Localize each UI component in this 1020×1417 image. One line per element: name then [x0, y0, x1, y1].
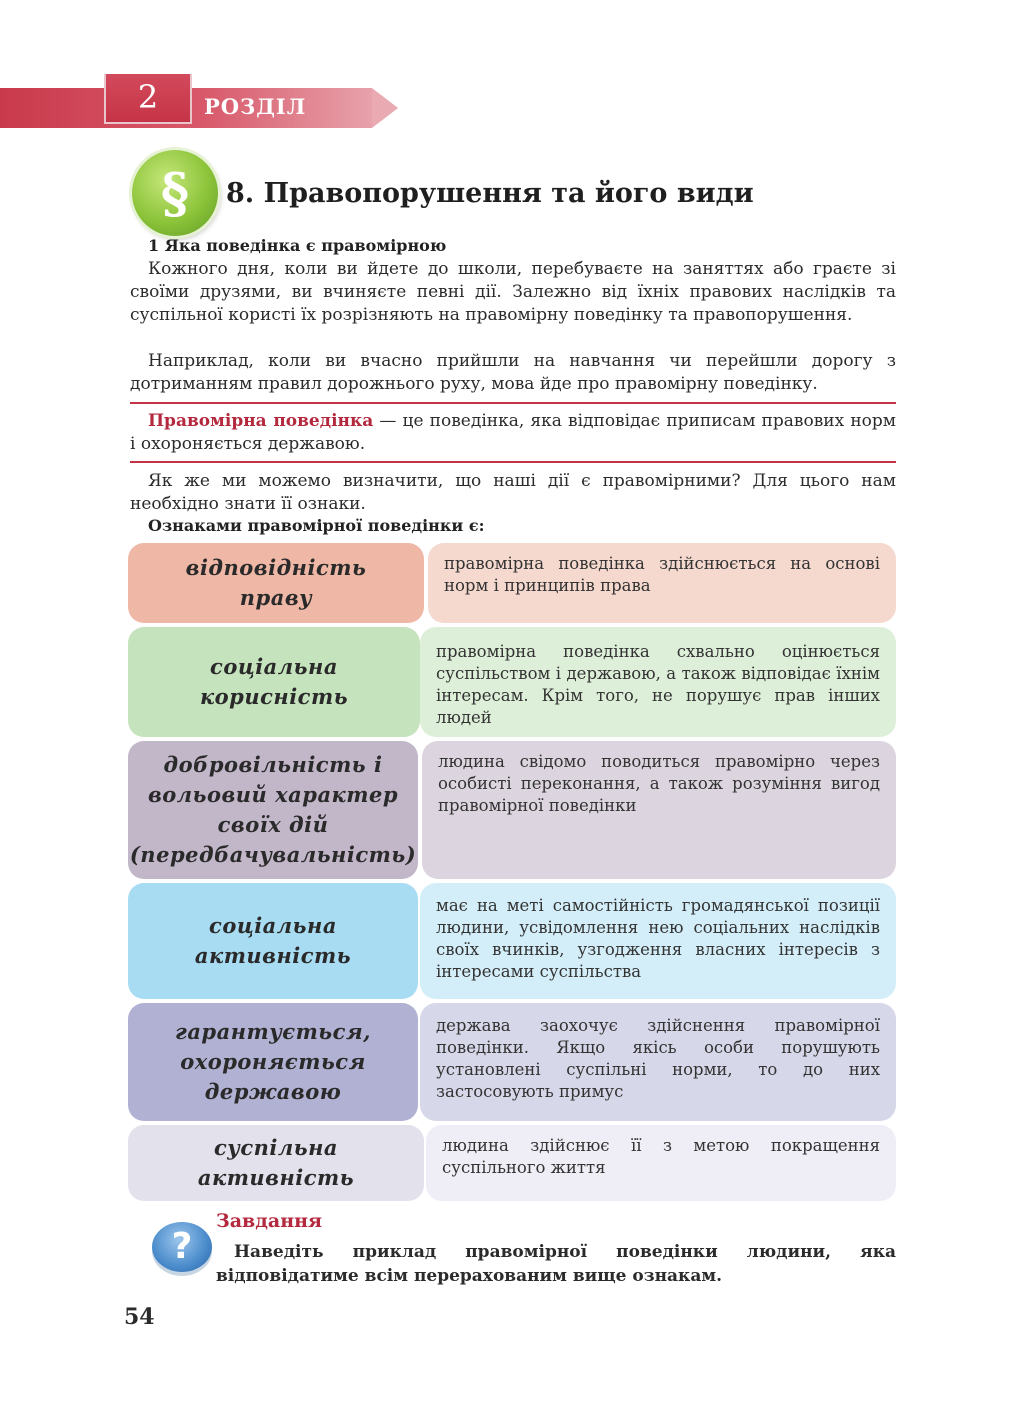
- feature-row: [128, 1125, 896, 1201]
- banner-arrow-icon: [372, 88, 398, 128]
- paragraph-1: Кожного дня, коли ви йдете до школи, перебуваєте на заняттях або граєте зі своїми друзями, ви вчиняєте певні дії. Залежно від їхніх правових наслідків та суспільної користі їх розрізняють на правомірну поведінку та правопорушення.: [130, 259, 896, 325]
- feature-description: правомірна поведінка схвально оцінюється суспільством і державою, а також відповідає їхнім інтересам. Крім того, не порушує прав інших людей: [420, 627, 896, 737]
- definition-block: [130, 410, 896, 456]
- feature-label: соціальна активність: [128, 883, 418, 999]
- section-title: 8. Правопорушення та його види: [226, 178, 754, 209]
- task-text: Наведіть приклад правомірної поведінки людини, яка відповідатиме всім перерахованим вище ознакам.: [216, 1242, 896, 1286]
- chapter-banner: [0, 74, 398, 130]
- feature-row: [128, 627, 896, 737]
- question-paragraph: Як же ми можемо визначити, що наші дії є правомірними? Для цього нам необхідно знати її ознаки.: [130, 471, 896, 514]
- page-number: 54: [124, 1304, 155, 1330]
- feature-row: [128, 543, 896, 623]
- chapter-number: 2: [104, 74, 192, 124]
- paragraph-section-icon: §: [132, 150, 218, 236]
- chapter-label: РОЗДІЛ: [204, 94, 307, 119]
- feature-label: соціальна корисність: [128, 627, 420, 737]
- definition-rule-top: [130, 402, 896, 404]
- feature-label: добровільність і вольовий характер своїх дій (передбачувальність): [128, 741, 418, 879]
- feature-description: людина здійснює її з метою покращення суспільного життя: [426, 1125, 896, 1201]
- feature-description: людина свідомо поводиться правомірно через особисті переконання, а також розуміння вигод правомірної поведінки: [422, 741, 896, 879]
- question-icon: ?: [152, 1222, 212, 1272]
- feature-row: [128, 1003, 896, 1121]
- feature-row: [128, 741, 896, 879]
- feature-label: відповідність праву: [128, 543, 424, 623]
- paragraph-2: Наприклад, коли ви вчасно прийшли на навчання чи перейшли дорогу з дотриманням правил дорожнього руху, мова йде про правомірну поведінку.: [130, 351, 896, 394]
- definition-rule-bottom: [130, 461, 896, 463]
- task-title: Завдання: [216, 1210, 323, 1232]
- feature-description: держава заохочує здійснення правомірної поведінки. Якщо якісь особи порушують установлені суспільні норми, то до них застосовують примус: [420, 1003, 896, 1121]
- feature-description: правомірна поведінка здійснюється на основі норм і принципів права: [428, 543, 896, 623]
- subsection-heading: 1 Яка поведінка є правомірною: [148, 236, 447, 255]
- definition-text: — це поведінка, яка відповідає приписам правових норм і охороняється державою.: [130, 411, 896, 454]
- feature-label: гарантується, охороняється державою: [128, 1003, 418, 1121]
- feature-label: суспільна активність: [128, 1125, 424, 1201]
- definition-term: Правомірна поведінка: [148, 411, 374, 431]
- feature-row: [128, 883, 896, 999]
- features-heading: Ознаками правомірної поведінки є:: [148, 516, 485, 535]
- feature-description: має на меті самостійність громадянської позиції людини, усвідомлення нею соціальних наслідків своїх вчинків, узгодження власних інтересів з інтересами суспільства: [420, 883, 896, 999]
